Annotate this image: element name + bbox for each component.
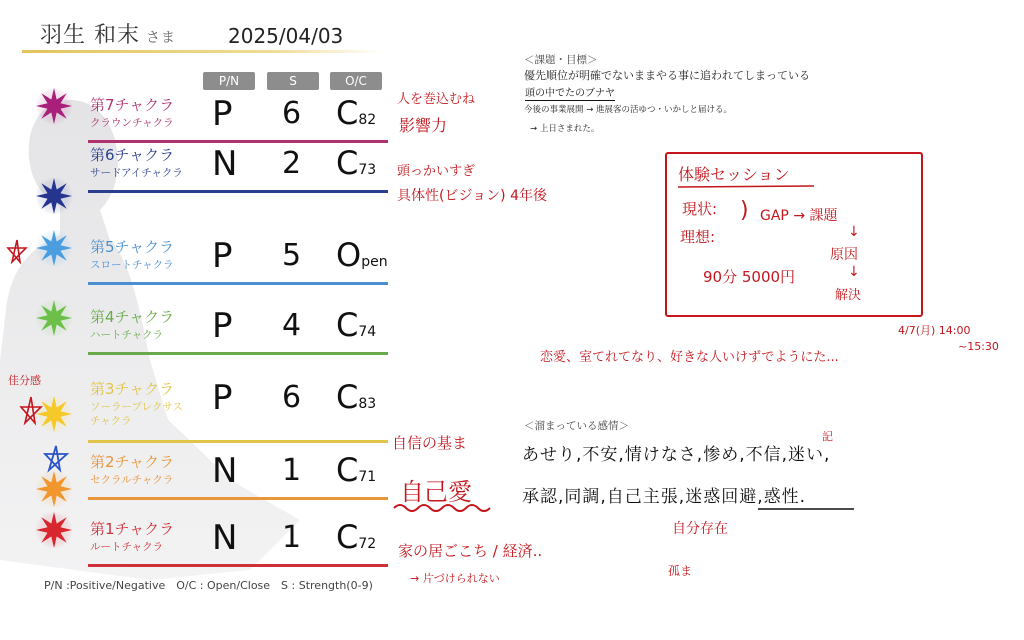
- chakra-s-value: 5: [282, 238, 302, 273]
- chakra-s-value: 1: [282, 520, 302, 555]
- chakra-underline: [88, 497, 388, 500]
- chakra-name: 第2チャクラ: [90, 453, 175, 471]
- chakra-subname: スロートチャクラ: [90, 259, 174, 271]
- chakra-underline: [88, 190, 388, 193]
- doodle-star-red-2: [18, 395, 44, 427]
- client-name: [40, 18, 176, 49]
- chakra-underline: [88, 282, 388, 285]
- issues-note-1: 頭の中でたのブナヤ: [525, 84, 615, 101]
- chakra-oc-value: C72: [336, 518, 377, 556]
- chakra-oc-value: C82: [336, 94, 377, 132]
- issues-label: ＜課題・目標＞: [524, 54, 598, 66]
- box-ideal: 理想:: [680, 228, 716, 246]
- chakra-underline: [88, 352, 388, 355]
- box-cause: 原因: [830, 247, 858, 263]
- box-arrow-1: ↓: [848, 224, 860, 240]
- chakra-s-value: 1: [282, 453, 302, 488]
- legend: P/N :Positive/Negative O/C : Open/Close S : Strength(0-9): [44, 579, 373, 592]
- chakra-oc-value: C74: [336, 306, 377, 344]
- feelings-row-4: 孤ま: [668, 564, 693, 578]
- feelings-row-1: あせり,不安,情けなさ,惨め,不信,迷い,: [522, 445, 831, 465]
- note-chakra6-a: 頭っかいすぎ: [397, 164, 476, 179]
- box-gap: GAP → 課題: [760, 208, 838, 224]
- chakra-s-value: 2: [282, 146, 302, 181]
- doodle-star-blue: [42, 444, 70, 474]
- chakra-underline: [88, 440, 388, 443]
- chakra-star-icon: [34, 86, 74, 126]
- box-title-underline: [676, 184, 816, 190]
- feelings-mark: 記: [822, 430, 833, 443]
- box-solve: 解決: [835, 288, 862, 303]
- chakra-pn-value: P: [212, 306, 233, 346]
- chakra-pn-value: N: [212, 144, 238, 184]
- chakra-s-value: 6: [282, 96, 302, 131]
- chakra-pn-value: P: [212, 378, 233, 418]
- box-time: ~15:30: [958, 340, 999, 353]
- chakra-s-value: 6: [282, 380, 302, 415]
- chakra-underline: [88, 564, 388, 567]
- chakra-star-icon: [34, 228, 74, 268]
- chakra-name: 第7チャクラ: [90, 96, 175, 114]
- feelings-row-2: 承認,同調,自己主張,迷惑回避,惑性.: [522, 487, 807, 507]
- chakra-pn-value: N: [212, 451, 238, 491]
- chakra-pn-value: N: [212, 518, 238, 558]
- column-header-oc: O/C: [330, 72, 382, 90]
- chakra-name: 第4チャクラ: [90, 308, 175, 326]
- box-title: 体験セッション: [678, 165, 790, 184]
- chakra-pn-value: P: [212, 94, 233, 134]
- box-price: 90分 5000円: [703, 268, 796, 286]
- chakra-oc-value: C83: [336, 378, 377, 416]
- issues-note-2: 今後の事業展開 → 進展客の活ゆつ・いかしと届ける。: [524, 105, 733, 115]
- doodle-star-red-1: [6, 238, 28, 266]
- feelings-label: ＜溜まっている感情＞: [524, 420, 629, 432]
- issues-note-3: → 上日さまれた。: [530, 124, 600, 134]
- feelings-row-3: 自分存在: [672, 521, 728, 537]
- chakra-pn-value: P: [212, 236, 233, 276]
- column-header-pn: P/N: [203, 72, 255, 90]
- note-self-a: 自信の基ま: [392, 434, 468, 452]
- chakra-underline: [88, 140, 388, 143]
- note-chakra7-a: 人を巻込むね: [397, 92, 476, 107]
- chakra-subname: ルートチャクラ: [90, 541, 164, 553]
- chakra-name: 第5チャクラ: [90, 238, 175, 256]
- issues-text: 優先順位が明確でないままやる事に追われてしまっている: [524, 69, 810, 82]
- chakra-star-icon: [34, 469, 74, 509]
- chakra-subname: セクラルチャクラ: [90, 474, 174, 486]
- note-chakra7-b: 影響力: [399, 116, 448, 135]
- client-name-text: 羽生 和末: [40, 23, 140, 48]
- note-chakra6-b: 具体性(ビジョン) 4年後: [397, 188, 548, 204]
- chakra-subname: ソーラープレクサス チャクラ: [90, 401, 183, 427]
- chakra-subname: クラウンチャクラ: [90, 117, 174, 129]
- session-date: 2025/04/03: [228, 24, 344, 48]
- chakra-subname: ハートチャクラ: [90, 329, 164, 341]
- box-arrow-2: ↓: [848, 264, 860, 280]
- chakra-name: 第1チャクラ: [90, 520, 175, 538]
- header-divider: [22, 50, 382, 53]
- chakra-name: 第3チャクラ: [90, 380, 175, 398]
- chakra-s-value: 4: [282, 308, 302, 343]
- chakra-name: 第6チャクラ: [90, 146, 175, 164]
- note-home: 家の居ごこち / 経済..: [398, 542, 543, 560]
- feelings-underline: [756, 506, 856, 512]
- box-now: 現状:: [682, 200, 718, 218]
- chakra-star-icon: [34, 176, 74, 216]
- chakra-star-icon: [34, 298, 74, 338]
- note-self-b: 自己愛: [400, 478, 472, 506]
- box-date: 4/7(月) 14:00: [898, 324, 971, 337]
- chakra-oc-value: C73: [336, 144, 377, 182]
- chakra-star-icon: [34, 510, 74, 550]
- chakra-oc-value: C71: [336, 451, 377, 489]
- note-home-sub: → 片づけられない: [410, 572, 500, 585]
- note-left-margin: 佳分感: [8, 374, 41, 387]
- chakra-subname: サードアイチャクラ: [90, 167, 183, 179]
- love-note: 恋愛、室てれてなり、好きな人いけずでようにた...: [540, 350, 839, 365]
- box-brace: ): [740, 198, 749, 223]
- honorific: さま: [146, 30, 176, 46]
- chakra-oc-value: Open: [336, 236, 388, 274]
- wave-underline: [392, 500, 492, 514]
- column-header-s: S: [267, 72, 319, 90]
